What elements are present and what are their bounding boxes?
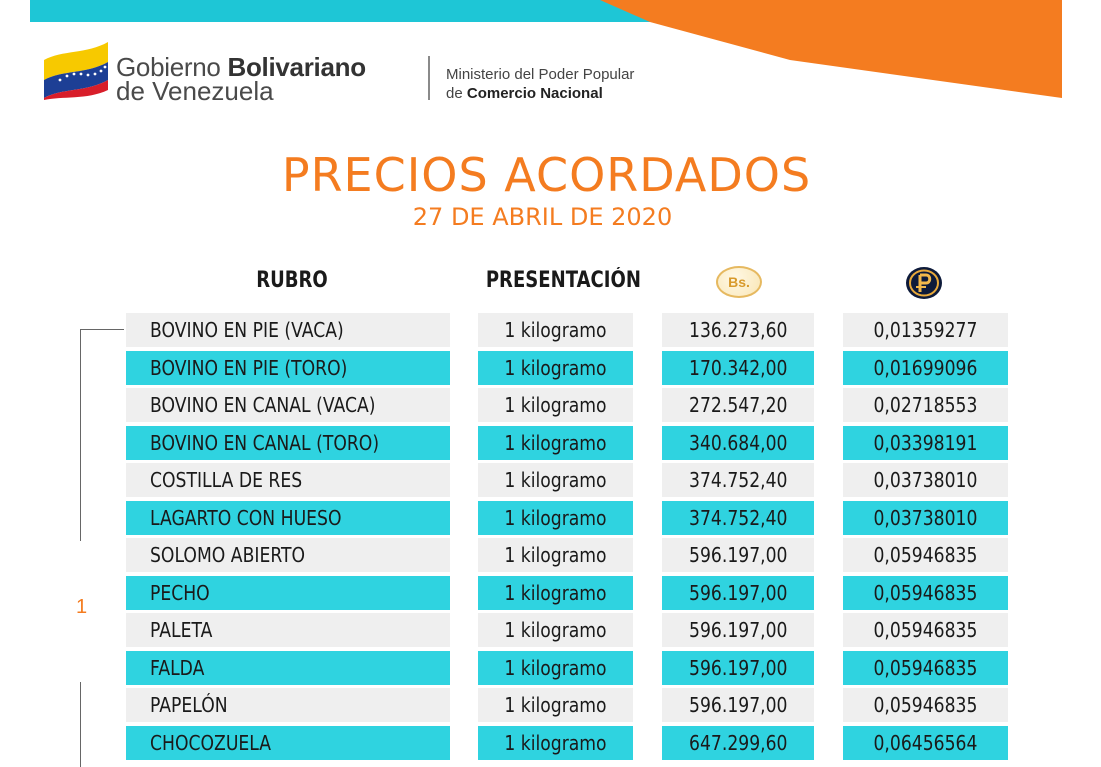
- cell-price-bs: [662, 351, 814, 385]
- cell-price-petro: [843, 726, 1008, 760]
- cell-presentacion: [478, 688, 633, 722]
- cell-price-petro: [843, 388, 1008, 422]
- cell-presentacion-text: 1 kilogramo: [504, 655, 607, 680]
- cell-rubro: [126, 313, 450, 347]
- cell-price-bs: [662, 726, 814, 760]
- cell-price-petro-text: 0,05946835: [873, 655, 978, 680]
- column-header-rubro: RUBRO: [256, 268, 328, 293]
- page-subtitle-date: 27 DE ABRIL DE 2020: [412, 203, 673, 231]
- cell-price-petro-text: 0,02718553: [873, 393, 978, 417]
- cell-price-bs-text: 340.684,00: [688, 430, 788, 455]
- cell-price-petro: [843, 576, 1008, 610]
- group-number-label: 1: [76, 596, 88, 618]
- cell-presentacion-text: 1 kilogramo: [504, 693, 607, 717]
- cell-presentacion: [478, 463, 633, 497]
- cell-presentacion-text: 1 kilogramo: [504, 505, 607, 530]
- cell-rubro: [126, 426, 450, 460]
- page-title: PRECIOS ACORDADOS: [281, 148, 812, 202]
- cell-price-petro: [843, 463, 1008, 497]
- bs-currency-icon: Bs.: [716, 266, 762, 298]
- cell-price-bs-text: 647.299,60: [688, 730, 788, 755]
- cell-price-petro-text: 0,03738010: [873, 468, 978, 492]
- cell-rubro-text: BOVINO EN PIE (TORO): [150, 355, 348, 380]
- cell-rubro-text: BOVINO EN PIE (VACA): [150, 318, 344, 342]
- cell-presentacion: [478, 576, 633, 610]
- cell-presentacion: [478, 613, 633, 647]
- cell-price-bs-text: 596.197,00: [688, 655, 788, 680]
- group-bracket-lower-line: [80, 682, 81, 767]
- cell-price-petro-text: 0,05946835: [873, 580, 978, 605]
- cell-rubro-text: CHOCOZUELA: [150, 730, 272, 755]
- cell-price-bs: [662, 313, 814, 347]
- cell-price-petro-text: 0,05946835: [873, 693, 978, 717]
- cell-rubro-text: PAPELÓN: [150, 693, 228, 717]
- cell-rubro: [126, 538, 450, 572]
- cell-rubro: [126, 613, 450, 647]
- cell-price-bs: [662, 651, 814, 685]
- cell-price-bs-text: 596.197,00: [688, 580, 788, 605]
- government-name-line2: de Venezuela: [116, 76, 274, 106]
- cell-rubro: [126, 463, 450, 497]
- cell-price-bs-text: 596.197,00: [688, 693, 788, 717]
- ministry-name-line1: Ministerio del Poder Popular: [446, 66, 635, 83]
- cell-rubro: [126, 726, 450, 760]
- header-divider: [428, 56, 430, 100]
- group-bracket-upper-line: [80, 329, 81, 541]
- cell-rubro: [126, 651, 450, 685]
- cell-presentacion: [478, 538, 633, 572]
- cell-price-petro: [843, 613, 1008, 647]
- cell-rubro-text: SOLOMO ABIERTO: [150, 543, 306, 567]
- cell-presentacion-text: 1 kilogramo: [504, 580, 607, 605]
- cell-price-bs-text: 596.197,00: [688, 543, 788, 567]
- cell-presentacion: [478, 501, 633, 535]
- cell-rubro-text: COSTILLA DE RES: [150, 468, 303, 492]
- cell-rubro: [126, 688, 450, 722]
- cell-presentacion-text: 1 kilogramo: [504, 468, 607, 492]
- cell-presentacion-text: 1 kilogramo: [504, 618, 607, 642]
- cell-rubro-text: BOVINO EN CANAL (VACA): [150, 393, 376, 417]
- cell-price-bs: [662, 388, 814, 422]
- cell-rubro-text: BOVINO EN CANAL (TORO): [150, 430, 380, 455]
- cell-price-bs: [662, 426, 814, 460]
- cell-presentacion-text: 1 kilogramo: [504, 318, 607, 342]
- cell-price-petro: [843, 426, 1008, 460]
- cell-price-petro: [843, 688, 1008, 722]
- cell-price-petro-text: 0,05946835: [873, 618, 978, 642]
- cell-price-bs: [662, 576, 814, 610]
- cell-price-bs: [662, 463, 814, 497]
- cell-rubro: [126, 501, 450, 535]
- cell-price-bs-text: 374.752,40: [688, 505, 788, 530]
- cell-price-bs-text: 596.197,00: [688, 618, 788, 642]
- cell-price-petro-text: 0,05946835: [873, 543, 978, 567]
- cell-price-bs: [662, 688, 814, 722]
- column-header-presentacion: PRESENTACIÓN: [485, 268, 641, 293]
- cell-price-petro: [843, 651, 1008, 685]
- cell-price-bs: [662, 501, 814, 535]
- cell-price-bs: [662, 538, 814, 572]
- cell-presentacion: [478, 313, 633, 347]
- group-bracket-top: [80, 329, 124, 330]
- cell-presentacion: [478, 351, 633, 385]
- cell-rubro: [126, 388, 450, 422]
- cell-rubro-text: PALETA: [150, 618, 213, 642]
- cell-price-bs: [662, 613, 814, 647]
- cell-price-bs-text: 170.342,00: [688, 355, 788, 380]
- cell-presentacion: [478, 426, 633, 460]
- cell-price-petro: [843, 351, 1008, 385]
- cell-price-petro: [843, 538, 1008, 572]
- cell-rubro: [126, 576, 450, 610]
- cell-rubro-text: LAGARTO CON HUESO: [150, 505, 342, 530]
- cell-presentacion: [478, 651, 633, 685]
- cell-rubro-text: FALDA: [150, 655, 205, 680]
- cell-price-petro: [843, 313, 1008, 347]
- cell-price-petro-text: 0,06456564: [873, 730, 978, 755]
- ministry-name-line2: de Comercio Nacional: [446, 85, 603, 102]
- venezuela-flag-logo: [42, 40, 110, 100]
- cell-price-petro-text: 0,01699096: [873, 355, 978, 380]
- cell-presentacion-text: 1 kilogramo: [504, 730, 607, 755]
- cell-rubro-text: PECHO: [150, 580, 210, 605]
- cell-price-petro-text: 0,03398191: [873, 430, 978, 455]
- cell-price-petro-text: 0,03738010: [873, 505, 978, 530]
- government-name-line1: Gobierno Bolivariano: [116, 52, 366, 82]
- cell-rubro: [126, 351, 450, 385]
- cell-presentacion-text: 1 kilogramo: [504, 543, 607, 567]
- cell-price-bs-text: 136.273,60: [688, 318, 788, 342]
- cell-price-petro-text: 0,01359277: [873, 318, 978, 342]
- cell-presentacion-text: 1 kilogramo: [504, 430, 607, 455]
- petro-icon: [904, 266, 944, 300]
- cell-presentacion: [478, 388, 633, 422]
- cell-price-petro: [843, 501, 1008, 535]
- cell-presentacion-text: 1 kilogramo: [504, 393, 607, 417]
- cell-presentacion: [478, 726, 633, 760]
- cell-price-bs-text: 374.752,40: [688, 468, 788, 492]
- cell-presentacion-text: 1 kilogramo: [504, 355, 607, 380]
- cell-price-bs-text: 272.547,20: [688, 393, 788, 417]
